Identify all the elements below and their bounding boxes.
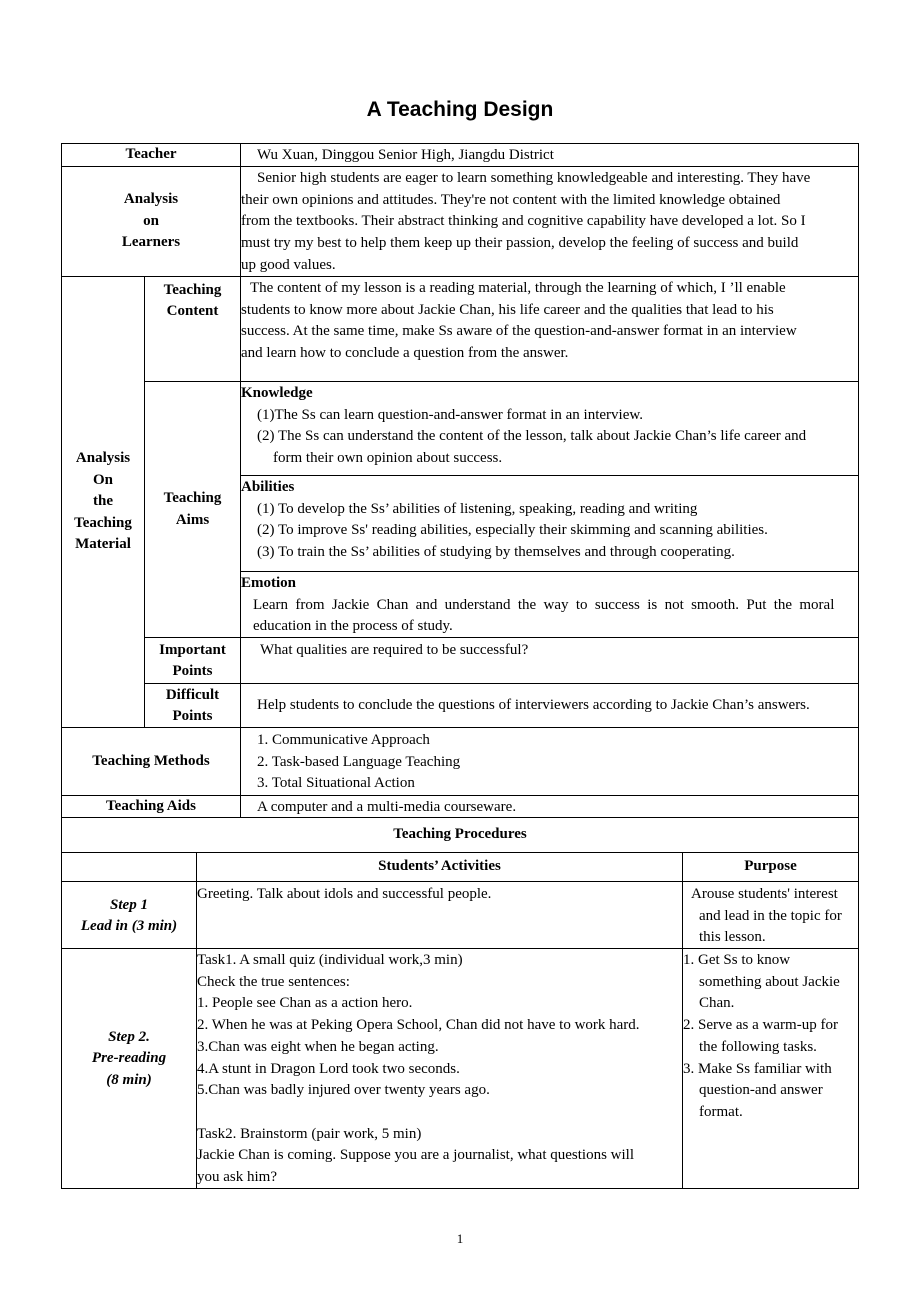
activity-line: Task1. A small quiz (individual work,3 min) (197, 952, 463, 968)
aids-text: A computer and a multi-media courseware. (257, 799, 517, 815)
knowledge-heading: Knowledge (241, 385, 313, 401)
activity-line (197, 1102, 640, 1124)
activity-line: Check the true sentences: (197, 973, 350, 990)
activity-line: 1. People see Chan as a action hero. (197, 995, 413, 1012)
activity-line: 5.Chan was badly injured over twenty years ago. (197, 1082, 490, 1099)
procedures-heading: Teaching Procedures (393, 826, 527, 843)
step-header-cell (61, 852, 197, 882)
step1-purpose: Arouse students' interest and lead in the topic for this lesson. (691, 886, 842, 946)
step2-label: Step 2. Pre-reading (8 min) (91, 1028, 167, 1088)
step1-label: Step 1 Lead in (3 min) (80, 896, 178, 934)
difficult-label: Difficult Points (165, 686, 220, 724)
activity-line: 3.Chan was eight when he began acting. (197, 1038, 439, 1055)
method-item: 3. Total Situational Action (257, 775, 415, 792)
content-text: The content of my lesson is a reading material, through the learning of which, I ’ll enable students to know more about Jackie Chan, his life career and the qualities that lead to his success. At the same time, make Ss aware of the question-and-answer format in an interview and learn how to conclude a question from the answer. (241, 280, 797, 362)
activity-line: Task2. Brainstorm (pair work, 5 min) (197, 1125, 422, 1142)
important-text: What qualities are required to be successful? (260, 642, 529, 658)
knowledge-block: Knowledge (1)The Ss can learn question-and-answer format in an interview. (2) The Ss can understand the content of the lesson, talk about Jackie Chan’s life career and form their own opinion about success. (241, 383, 857, 470)
methods-list (257, 730, 460, 795)
step1-activities: Greeting. Talk about idols and successful people. (197, 886, 492, 902)
teacher-label: Teacher (125, 146, 177, 163)
learners-label: Analysis on Learners (121, 191, 181, 251)
learners-text: Senior high students are eager to learn something knowledgeable and interesting. They have their own opinions and attitudes. They're not content with the limited knowledge obtained from the textbooks. Their abstract thinking and cognitive capability have developed a lot. So I must try my best to help them keep up their passion, develop the feeling of success and build up good values. (241, 170, 811, 273)
step2-purpose: 1. Get Ss to know something about Jackie Chan. 2. Serve as a warm-up for the following tasks. 3. Make Ss familiar with question-and answer format. (683, 952, 840, 1120)
important-label: Important Points (159, 641, 226, 679)
aids-label: Teaching Aids (106, 798, 196, 815)
activity-line: 4.A stunt in Dragon Lord took two seconds. (197, 1060, 460, 1077)
activity-line: Jackie Chan is coming. Suppose you are a journalist, what questions will (197, 1147, 635, 1164)
emotion-heading: Emotion (241, 575, 297, 591)
method-item: 2. Task-based Language Teaching (257, 753, 461, 770)
abilities-block: Abilities (1) To develop the Ss’ abilities of listening, speaking, reading and writing (2) To improve Ss' reading abilities, especially their skimming and scanning abilities. (3) To train the Ss’ abilities of studying by themselves and through cooperating. (241, 477, 857, 564)
teacher-value: Wu Xuan, Dinggou Senior High, Jiangdu District (257, 147, 554, 163)
step2-activities (197, 950, 640, 1189)
page-number: 1 (456, 1231, 464, 1246)
emotion-block: Emotion Learn from Jackie Chan and understand the way to success is not smooth. Put the moral education in the process of study. (241, 573, 857, 638)
material-label: Analysis On the Teaching Material (74, 450, 132, 553)
difficult-text: Help students to conclude the questions of interviewers according to Jackie Chan’s answers. (257, 697, 810, 713)
methods-label: Teaching Methods (92, 752, 210, 769)
activity-line: 2. When he was at Peking Opera School, Chan did not have to work hard. (197, 1017, 640, 1034)
page-title: A Teaching Design (366, 98, 554, 121)
purpose-header: Purpose (744, 858, 797, 875)
aims-label: Teaching Aims (163, 490, 222, 528)
method-item: 1. Communicative Approach (257, 732, 430, 748)
abilities-heading: Abilities (241, 479, 295, 495)
content-label: Teaching Content (163, 281, 222, 319)
activity-line: you ask him? (197, 1169, 277, 1186)
activities-header: Students’ Activities (378, 858, 501, 875)
